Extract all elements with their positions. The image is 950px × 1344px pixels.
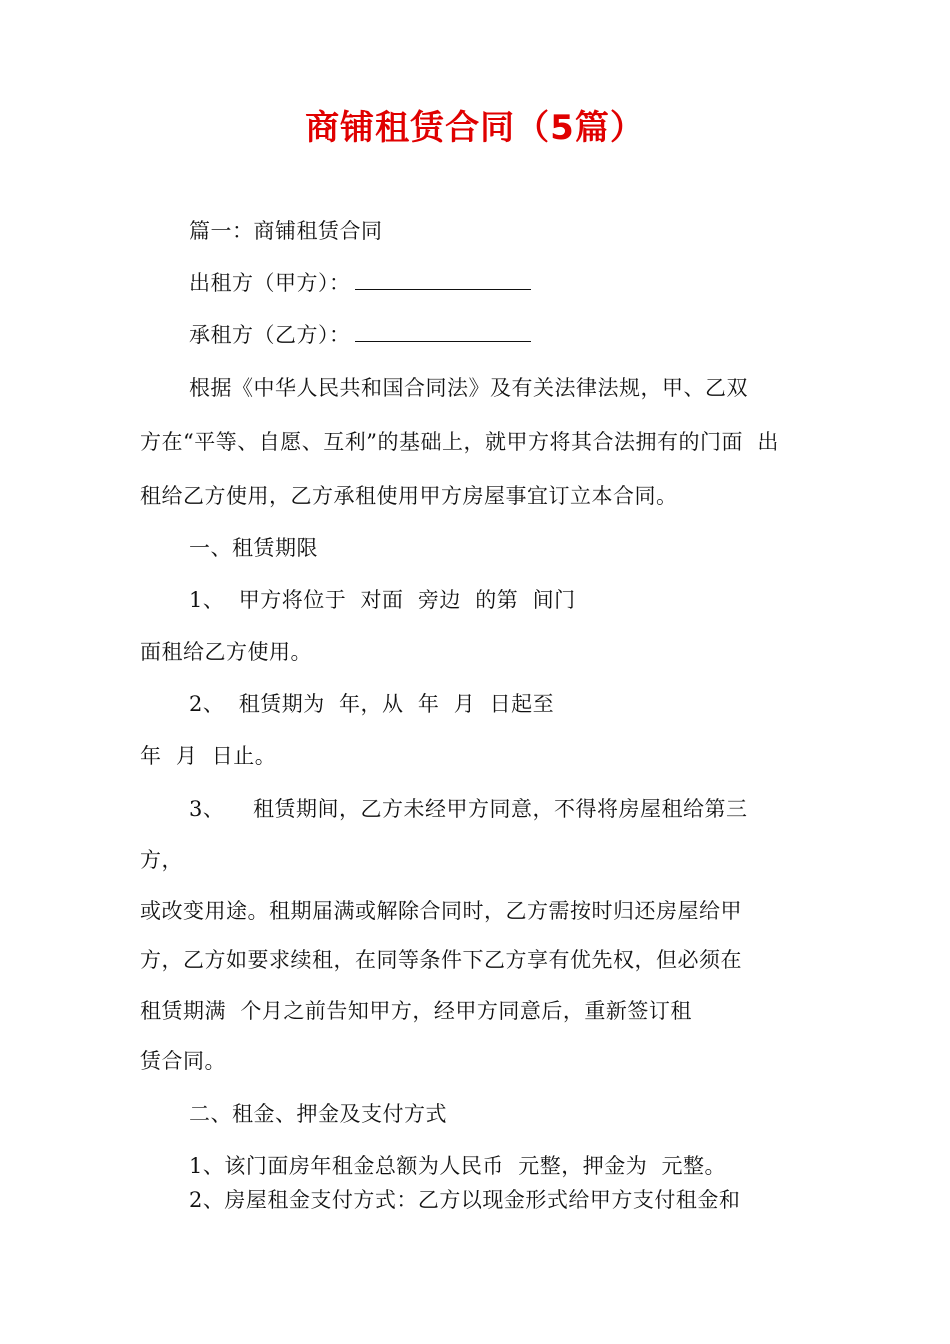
lessee-line [189, 320, 531, 350]
text-line: 篇一：商铺租赁合同 [189, 219, 383, 243]
text-line: 1、该门面房年租金总额为人民币 元整，押金为 元整。 [189, 1154, 727, 1178]
text-line: 方在“平等、自愿、互利”的基础上，就甲方将其合法拥有的门面 出 [140, 430, 779, 454]
text-line: 1、 甲方将位于 对面 旁边 的第 间门 [189, 588, 576, 612]
text-line: 2、 租赁期为 年，从 年 月 日起至 [189, 692, 555, 716]
text-line: 面租给乙方使用。 [140, 640, 312, 664]
text-line: 租给乙方使用，乙方承租使用甲方房屋事宜订立本合同。 [140, 484, 678, 508]
text-line: 3、 租赁期间，乙方未经甲方同意，不得将房屋租给第三 [189, 797, 748, 821]
lessor-blank [355, 268, 531, 290]
text-line: 方，乙方如要求续租，在同等条件下乙方享有优先权，但必须在 [140, 948, 742, 972]
section-heading: 二、租金、押金及支付方式 [189, 1102, 447, 1126]
text-line: 2、房屋租金支付方式：乙方以现金形式给甲方支付租金和 [189, 1188, 741, 1212]
text-line: 年 月 日止。 [140, 744, 277, 768]
lessee-label: 承租方（乙方）： [189, 323, 351, 347]
text-line: 赁合同。 [140, 1049, 226, 1073]
lessee-blank [355, 320, 531, 342]
text-line: 租赁期满 个月之前告知甲方，经甲方同意后，重新签订租 [140, 999, 692, 1023]
text-line: 或改变用途。租期届满或解除合同时，乙方需按时归还房屋给甲 [140, 899, 742, 923]
section-heading: 一、租赁期限 [189, 536, 318, 560]
document-title: 商铺租赁合同（5篇） [305, 108, 645, 148]
lessor-label: 出租方（甲方）： [189, 271, 351, 295]
section-heading [189, 216, 383, 246]
lessor-line [189, 268, 531, 298]
text-line: 根据《中华人民共和国合同法》及有关法律法规，甲、乙双 [189, 376, 748, 400]
text-line: 方， [140, 848, 183, 872]
